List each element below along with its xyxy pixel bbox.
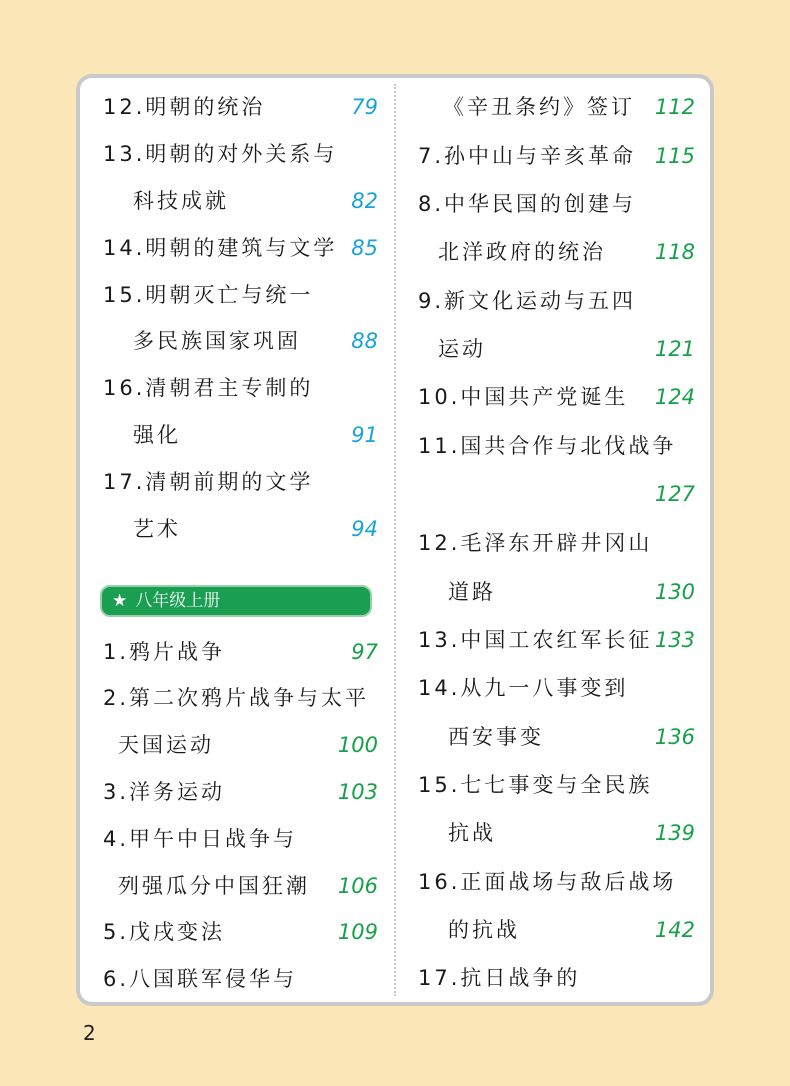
entry-title: 16.清朝君主专制的 <box>103 376 314 400</box>
star-icon: ★ <box>112 591 128 611</box>
toc-entry[interactable] <box>448 722 695 752</box>
entry-title: 道路 <box>448 580 496 604</box>
entry-title: 北洋政府的统治 <box>438 240 606 264</box>
toc-entry[interactable] <box>418 479 695 509</box>
toc-entry[interactable] <box>103 637 378 667</box>
toc-entry[interactable] <box>103 373 378 403</box>
entry-page: 109 <box>337 920 378 944</box>
entry-page: 85 <box>351 236 378 260</box>
toc-entry[interactable] <box>103 280 378 310</box>
entry-title: 11.国共合作与北伐战争 <box>418 434 677 458</box>
entry-page: 142 <box>654 918 695 942</box>
toc-entry[interactable] <box>103 683 378 713</box>
entry-page: 130 <box>654 580 695 604</box>
entry-page: 112 <box>654 95 695 119</box>
entry-page: 91 <box>351 423 378 447</box>
column-divider <box>394 84 396 996</box>
toc-entry[interactable] <box>103 777 378 807</box>
toc-entry[interactable] <box>418 141 695 171</box>
entry-title: 13.明朝的对外关系与 <box>103 142 338 166</box>
entry-page: 133 <box>654 628 695 652</box>
toc-entry[interactable] <box>418 770 695 800</box>
toc-entry[interactable] <box>133 514 378 544</box>
toc-entry[interactable] <box>133 420 378 450</box>
toc-entry[interactable] <box>133 326 378 356</box>
entry-page: 121 <box>654 337 695 361</box>
entry-title: 15.明朝灭亡与统一 <box>103 283 314 307</box>
entry-title: 17.抗日战争的 <box>418 966 581 990</box>
entry-title: 4.甲午中日战争与 <box>103 827 298 851</box>
toc-entry[interactable] <box>418 625 695 655</box>
entry-title: 12.明朝的统治 <box>103 95 266 119</box>
entry-page: 97 <box>351 640 378 664</box>
toc-entry[interactable] <box>418 382 695 412</box>
entry-title: 的抗战 <box>448 918 520 942</box>
toc-entry[interactable] <box>103 824 378 854</box>
entry-title: 科技成就 <box>133 189 229 213</box>
toc-entry[interactable] <box>438 334 695 364</box>
entry-title: 14.明朝的建筑与文学 <box>103 236 338 260</box>
section-label: 八年级上册 <box>135 591 221 611</box>
entry-title: 《辛丑条约》签订 <box>443 95 635 119</box>
section-header-grade8-vol1 <box>100 585 372 617</box>
entry-title: 多民族国家巩固 <box>133 329 301 353</box>
toc-entry[interactable] <box>103 233 378 263</box>
toc-entry[interactable] <box>418 963 695 993</box>
toc-entry[interactable] <box>103 139 378 169</box>
entry-page: 106 <box>337 874 378 898</box>
toc-entry[interactable] <box>448 915 695 945</box>
entry-title: 列强瓜分中国狂潮 <box>118 874 310 898</box>
entry-title: 10.中国共产党诞生 <box>418 385 629 409</box>
toc-entry[interactable] <box>438 237 695 267</box>
entry-title: 西安事变 <box>448 725 544 749</box>
entry-title: 天国运动 <box>118 733 214 757</box>
entry-page: 139 <box>654 821 695 845</box>
entry-title: 14.从九一八事变到 <box>418 676 629 700</box>
entry-page: 118 <box>654 240 695 264</box>
page-number: 2 <box>83 1021 96 1045</box>
entry-page: 136 <box>654 725 695 749</box>
entry-title: 16.正面战场与敌后战场 <box>418 870 677 894</box>
toc-entry[interactable] <box>103 917 378 947</box>
entry-title: 12.毛泽东开辟井冈山 <box>418 531 653 555</box>
toc-entry[interactable] <box>418 431 695 461</box>
entry-title: 7.孙中山与辛亥革命 <box>418 144 637 168</box>
entry-page: 82 <box>351 189 378 213</box>
entry-title: 8.中华民国的创建与 <box>418 192 637 216</box>
entry-title: 运动 <box>438 337 486 361</box>
entry-title: 15.七七事变与全民族 <box>418 773 653 797</box>
toc-entry[interactable] <box>118 730 378 760</box>
toc-entry[interactable] <box>103 92 378 122</box>
entry-title: 强化 <box>133 423 181 447</box>
entry-title: 17.清朝前期的文学 <box>103 470 314 494</box>
entry-page: 94 <box>351 517 378 541</box>
entry-title: 6.八国联军侵华与 <box>103 967 298 991</box>
toc-entry[interactable] <box>133 186 378 216</box>
entry-page: 100 <box>337 733 378 757</box>
toc-entry[interactable] <box>418 867 695 897</box>
toc-entry[interactable] <box>443 92 695 122</box>
toc-entry[interactable] <box>418 673 695 703</box>
entry-title: 1.鸦片战争 <box>103 640 226 664</box>
toc-entry[interactable] <box>103 467 378 497</box>
entry-page: 103 <box>337 780 378 804</box>
toc-entry[interactable] <box>418 189 695 219</box>
toc-entry[interactable] <box>418 528 695 558</box>
entry-page: 79 <box>351 95 378 119</box>
entry-page: 88 <box>351 329 378 353</box>
toc-entry[interactable] <box>448 818 695 848</box>
entry-title: 5.戊戌变法 <box>103 920 226 944</box>
entry-title: 艺术 <box>133 517 181 541</box>
entry-title: 9.新文化运动与五四 <box>418 289 637 313</box>
toc-entry[interactable] <box>418 286 695 316</box>
entry-page: 115 <box>654 144 695 168</box>
entry-title: 2.第二次鸦片战争与太平 <box>103 686 370 710</box>
toc-entry[interactable] <box>103 964 378 994</box>
entry-title: 3.洋务运动 <box>103 780 226 804</box>
entry-page: 127 <box>654 482 695 506</box>
toc-entry[interactable] <box>118 871 378 901</box>
entry-title: 13.中国工农红军长征 <box>418 628 653 652</box>
toc-entry[interactable] <box>448 577 695 607</box>
entry-title: 抗战 <box>448 821 496 845</box>
entry-page: 124 <box>654 385 695 409</box>
